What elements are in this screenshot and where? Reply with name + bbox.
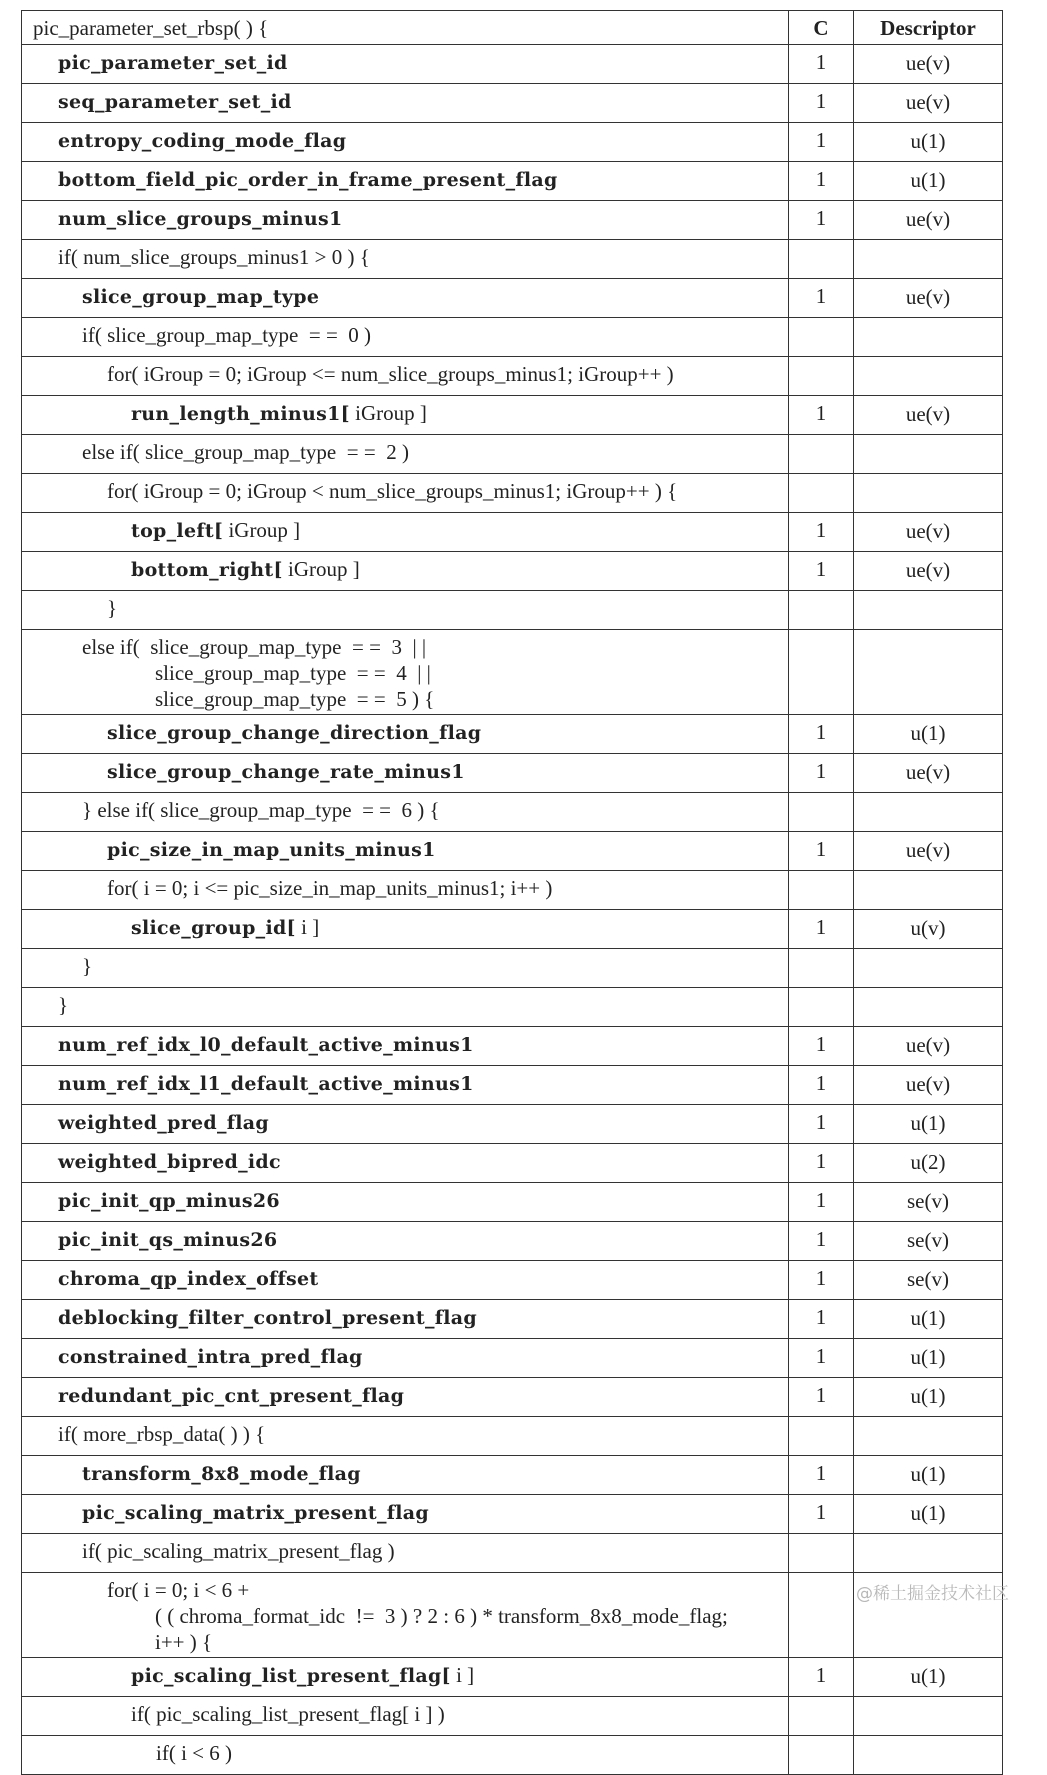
table-row (22, 591, 1003, 630)
descriptor-cell (854, 435, 1003, 474)
syntax-element-name: deblocking_filter_control_present_flag (58, 1307, 477, 1329)
syntax-code: if( more_rbsp_data( ) ) { (58, 1422, 266, 1446)
category-cell: 1 (789, 1222, 854, 1261)
table-row (22, 84, 1003, 123)
descriptor-cell: se(v) (854, 1261, 1003, 1300)
category-cell: 1 (789, 1495, 854, 1534)
descriptor-cell: u(1) (854, 123, 1003, 162)
syntax-index: iGroup ] (282, 557, 360, 581)
descriptor-cell: u(1) (854, 1300, 1003, 1339)
table-row (22, 1222, 1003, 1261)
syntax-element-name: run_length_minus1[ (131, 403, 350, 425)
descriptor-cell: u(1) (854, 1339, 1003, 1378)
category-cell: 1 (789, 396, 854, 435)
syntax-code: } else if( slice_group_map_type = = 6 ) { (82, 798, 440, 822)
category-cell (789, 1697, 854, 1736)
table-row (22, 630, 1003, 715)
category-cell: 1 (789, 201, 854, 240)
descriptor-cell: ue(v) (854, 45, 1003, 84)
syntax-code: for( iGroup = 0; iGroup < num_slice_groups_minus1; iGroup++ ) { (107, 479, 678, 503)
descriptor-cell (854, 1697, 1003, 1736)
descriptor-cell: se(v) (854, 1183, 1003, 1222)
syntax-element-name: num_slice_groups_minus1 (58, 208, 343, 230)
syntax-cell (22, 396, 789, 435)
syntax-cell (22, 591, 789, 630)
descriptor-cell: u(v) (854, 910, 1003, 949)
table-row (22, 1456, 1003, 1495)
syntax-element-name: num_ref_idx_l1_default_active_minus1 (58, 1073, 474, 1095)
syntax-cell (22, 871, 789, 910)
header-syntax: pic_parameter_set_rbsp( ) { (22, 11, 789, 45)
table-row (22, 162, 1003, 201)
table-row (22, 1027, 1003, 1066)
category-cell: 1 (789, 1261, 854, 1300)
category-cell: 1 (789, 1300, 854, 1339)
descriptor-cell (854, 988, 1003, 1027)
syntax-element-name: bottom_right[ (131, 559, 283, 581)
syntax-cell (22, 552, 789, 591)
syntax-element-name: transform_8x8_mode_flag (82, 1463, 361, 1485)
syntax-cell (22, 1573, 789, 1658)
table-row (22, 1495, 1003, 1534)
table-row (22, 793, 1003, 832)
syntax-cell (22, 435, 789, 474)
syntax-element-name: slice_group_map_type (82, 286, 320, 308)
descriptor-cell (854, 357, 1003, 396)
category-cell (789, 1534, 854, 1573)
syntax-cell (22, 793, 789, 832)
header-c: C (789, 11, 854, 45)
table-header-row (22, 11, 1003, 45)
syntax-cell (22, 279, 789, 318)
syntax-element-name: num_ref_idx_l0_default_active_minus1 (58, 1034, 474, 1056)
descriptor-cell: ue(v) (854, 754, 1003, 793)
table-body (22, 45, 1003, 1775)
descriptor-cell (854, 871, 1003, 910)
table-row (22, 201, 1003, 240)
descriptor-cell: ue(v) (854, 513, 1003, 552)
syntax-code: if( pic_scaling_matrix_present_flag ) (82, 1539, 395, 1563)
descriptor-cell: ue(v) (854, 552, 1003, 591)
table-row (22, 1261, 1003, 1300)
syntax-cell (22, 1658, 789, 1697)
category-cell: 1 (789, 1378, 854, 1417)
table-row (22, 1658, 1003, 1697)
category-cell: 1 (789, 513, 854, 552)
table-row (22, 318, 1003, 357)
category-cell: 1 (789, 910, 854, 949)
header-descriptor: Descriptor (854, 11, 1003, 45)
table-row (22, 871, 1003, 910)
descriptor-cell (854, 949, 1003, 988)
syntax-cell (22, 1417, 789, 1456)
descriptor-cell: ue(v) (854, 1027, 1003, 1066)
syntax-code-line: slice_group_map_type = = 4 | | (155, 661, 431, 685)
descriptor-cell: se(v) (854, 1222, 1003, 1261)
table-row (22, 910, 1003, 949)
syntax-element-name: pic_init_qp_minus26 (58, 1190, 280, 1212)
descriptor-cell (854, 318, 1003, 357)
category-cell (789, 240, 854, 279)
category-cell (789, 793, 854, 832)
descriptor-cell (854, 1736, 1003, 1775)
table-row (22, 1183, 1003, 1222)
watermark: @稀土掘金技术社区 (856, 1584, 1009, 1604)
descriptor-cell (854, 1417, 1003, 1456)
syntax-code: for( i = 0; i <= pic_size_in_map_units_minus1; i++ ) (107, 876, 553, 900)
table-row (22, 513, 1003, 552)
syntax-code-line: for( i = 0; i < 6 + (107, 1578, 250, 1602)
syntax-cell (22, 357, 789, 396)
category-cell (789, 318, 854, 357)
syntax-cell (22, 1378, 789, 1417)
table-row (22, 396, 1003, 435)
descriptor-cell: ue(v) (854, 396, 1003, 435)
syntax-element-name: pic_scaling_list_present_flag[ (131, 1665, 451, 1687)
syntax-cell (22, 1261, 789, 1300)
table-row (22, 949, 1003, 988)
syntax-cell (22, 910, 789, 949)
category-cell: 1 (789, 1658, 854, 1697)
table-row (22, 45, 1003, 84)
table-row (22, 474, 1003, 513)
syntax-element-name: pic_init_qs_minus26 (58, 1229, 278, 1251)
table-row (22, 357, 1003, 396)
category-cell: 1 (789, 1144, 854, 1183)
category-cell: 1 (789, 45, 854, 84)
category-cell: 1 (789, 84, 854, 123)
syntax-element-name: top_left[ (131, 520, 224, 542)
syntax-cell (22, 1736, 789, 1775)
syntax-code-line: else if( slice_group_map_type = = 3 | | (82, 635, 427, 659)
category-cell: 1 (789, 552, 854, 591)
syntax-element-name: pic_size_in_map_units_minus1 (107, 839, 436, 861)
category-cell (789, 357, 854, 396)
descriptor-cell: u(1) (854, 1456, 1003, 1495)
syntax-cell (22, 754, 789, 793)
syntax-code: if( slice_group_map_type = = 0 ) (82, 323, 372, 347)
descriptor-cell (854, 474, 1003, 513)
syntax-element-name: chroma_qp_index_offset (58, 1268, 319, 1290)
category-cell (789, 591, 854, 630)
table-row (22, 1417, 1003, 1456)
syntax-code: } (107, 596, 118, 620)
syntax-element-name: entropy_coding_mode_flag (58, 130, 347, 152)
descriptor-cell: ue(v) (854, 201, 1003, 240)
category-cell (789, 630, 854, 715)
table-row (22, 552, 1003, 591)
category-cell (789, 1736, 854, 1775)
category-cell (789, 949, 854, 988)
syntax-cell (22, 1697, 789, 1736)
table-row (22, 1736, 1003, 1775)
category-cell: 1 (789, 123, 854, 162)
syntax-code: if( i < 6 ) (156, 1741, 232, 1765)
descriptor-cell: ue(v) (854, 832, 1003, 871)
table-row (22, 1300, 1003, 1339)
category-cell: 1 (789, 1456, 854, 1495)
syntax-element-name: pic_scaling_matrix_present_flag (82, 1502, 429, 1524)
category-cell: 1 (789, 832, 854, 871)
table-row (22, 1534, 1003, 1573)
table-row (22, 1144, 1003, 1183)
syntax-cell (22, 318, 789, 357)
syntax-cell (22, 162, 789, 201)
syntax-element-name: redundant_pic_cnt_present_flag (58, 1385, 405, 1407)
descriptor-cell (854, 793, 1003, 832)
descriptor-cell: u(1) (854, 1658, 1003, 1697)
syntax-code: else if( slice_group_map_type = = 2 ) (82, 440, 409, 464)
syntax-cell (22, 1339, 789, 1378)
table-row (22, 832, 1003, 871)
syntax-cell (22, 45, 789, 84)
syntax-element-name: weighted_pred_flag (58, 1112, 269, 1134)
category-cell: 1 (789, 1339, 854, 1378)
syntax-element-name: pic_parameter_set_id (58, 52, 288, 74)
syntax-cell (22, 123, 789, 162)
category-cell: 1 (789, 1183, 854, 1222)
syntax-index: iGroup ] (223, 518, 301, 542)
table-row (22, 1697, 1003, 1736)
table-row (22, 1378, 1003, 1417)
descriptor-cell (854, 1534, 1003, 1573)
syntax-code-line: i++ ) { (155, 1630, 213, 1654)
syntax-cell (22, 1222, 789, 1261)
category-cell (789, 435, 854, 474)
table-row (22, 754, 1003, 793)
syntax-element-name: slice_group_change_rate_minus1 (107, 761, 465, 783)
syntax-code-line: ( ( chroma_format_idc != 3 ) ? 2 : 6 ) * transform_8x8_mode_flag; (155, 1604, 728, 1628)
descriptor-cell: u(1) (854, 1495, 1003, 1534)
syntax-index: i ] (295, 915, 320, 939)
syntax-code: } (82, 954, 93, 978)
syntax-cell (22, 1456, 789, 1495)
table-row (22, 1105, 1003, 1144)
table-row (22, 1066, 1003, 1105)
syntax-cell (22, 1066, 789, 1105)
syntax-element-name: slice_group_id[ (131, 917, 296, 939)
table-row (22, 1339, 1003, 1378)
syntax-cell (22, 1027, 789, 1066)
descriptor-cell: ue(v) (854, 279, 1003, 318)
syntax-cell (22, 201, 789, 240)
descriptor-cell: u(1) (854, 1378, 1003, 1417)
syntax-index: iGroup ] (349, 401, 427, 425)
category-cell: 1 (789, 1027, 854, 1066)
syntax-code: for( iGroup = 0; iGroup <= num_slice_groups_minus1; iGroup++ ) (107, 362, 674, 386)
syntax-index: i ] (450, 1663, 475, 1687)
syntax-element-name: bottom_field_pic_order_in_frame_present_flag (58, 169, 558, 191)
descriptor-cell: u(1) (854, 1105, 1003, 1144)
category-cell (789, 988, 854, 1027)
syntax-element-name: slice_group_change_direction_flag (107, 722, 482, 744)
syntax-code: if( num_slice_groups_minus1 > 0 ) { (58, 245, 370, 269)
category-cell: 1 (789, 162, 854, 201)
syntax-cell (22, 513, 789, 552)
table-row (22, 715, 1003, 754)
descriptor-cell: u(1) (854, 715, 1003, 754)
descriptor-cell (854, 240, 1003, 279)
syntax-cell (22, 630, 789, 715)
syntax-element-name: constrained_intra_pred_flag (58, 1346, 363, 1368)
category-cell (789, 1417, 854, 1456)
category-cell: 1 (789, 1105, 854, 1144)
syntax-cell (22, 1183, 789, 1222)
descriptor-cell (854, 630, 1003, 715)
category-cell (789, 871, 854, 910)
table-row (22, 123, 1003, 162)
syntax-cell (22, 988, 789, 1027)
descriptor-cell: u(2) (854, 1144, 1003, 1183)
syntax-cell (22, 1144, 789, 1183)
syntax-code: if( pic_scaling_list_present_flag[ i ] ) (131, 1702, 445, 1726)
syntax-element-name: seq_parameter_set_id (58, 91, 292, 113)
category-cell (789, 474, 854, 513)
table-row (22, 240, 1003, 279)
category-cell: 1 (789, 279, 854, 318)
category-cell (789, 1573, 854, 1658)
descriptor-cell (854, 591, 1003, 630)
syntax-cell (22, 1495, 789, 1534)
descriptor-cell: ue(v) (854, 1066, 1003, 1105)
syntax-cell (22, 240, 789, 279)
category-cell: 1 (789, 715, 854, 754)
syntax-table (21, 10, 1003, 1775)
syntax-cell (22, 832, 789, 871)
syntax-cell (22, 1105, 789, 1144)
syntax-cell (22, 474, 789, 513)
table-row (22, 279, 1003, 318)
syntax-cell (22, 84, 789, 123)
category-cell: 1 (789, 754, 854, 793)
table-row (22, 435, 1003, 474)
syntax-code-line: slice_group_map_type = = 5 ) { (155, 687, 435, 711)
syntax-cell (22, 1534, 789, 1573)
syntax-code: } (58, 993, 69, 1017)
descriptor-cell: u(1) (854, 162, 1003, 201)
syntax-cell (22, 1300, 789, 1339)
syntax-cell (22, 715, 789, 754)
descriptor-cell: ue(v) (854, 84, 1003, 123)
category-cell: 1 (789, 1066, 854, 1105)
syntax-element-name: weighted_bipred_idc (58, 1151, 281, 1173)
table-row (22, 988, 1003, 1027)
syntax-cell (22, 949, 789, 988)
